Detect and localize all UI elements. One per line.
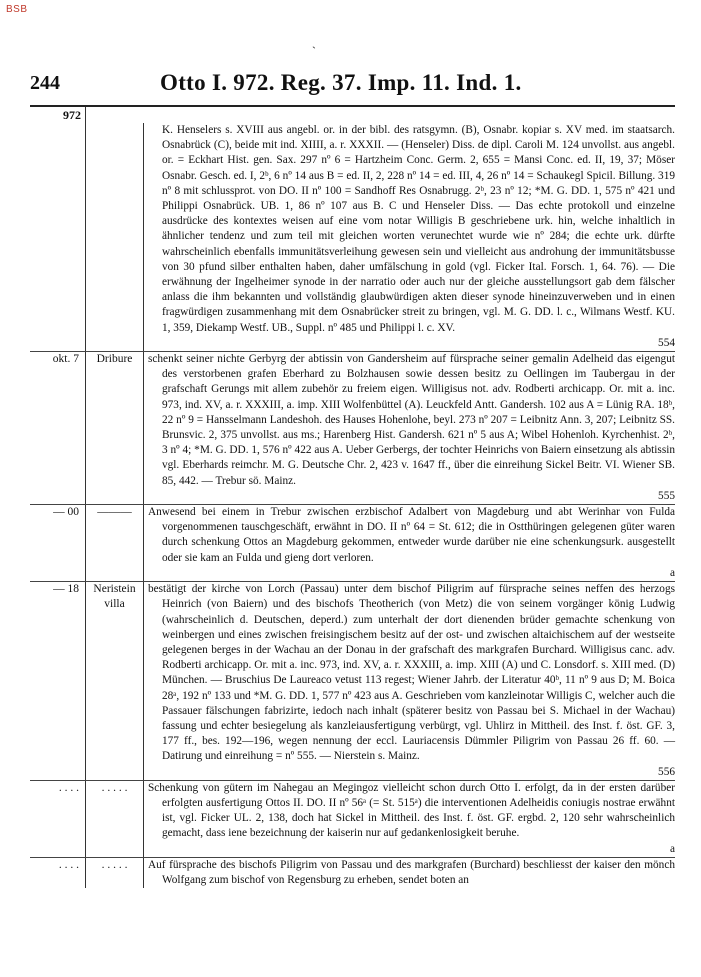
regesta-ledger <box>30 105 675 888</box>
entry-date: okt. 7 <box>30 352 86 504</box>
entry-body <box>144 123 675 351</box>
regest-entry <box>30 581 675 780</box>
entry-number: 556 <box>658 765 675 778</box>
entry-date: . . . . <box>30 781 86 857</box>
year-label: 972 <box>30 107 86 123</box>
entry-date: . . . . <box>30 858 86 888</box>
entry-body <box>144 505 675 581</box>
entry-date <box>30 123 86 351</box>
library-stamp: BSB <box>6 4 28 15</box>
entry-place <box>86 123 144 351</box>
entry-place: . . . . . <box>86 781 144 857</box>
entry-number: 555 <box>658 489 675 502</box>
entry-place: . . . . . <box>86 858 144 888</box>
entry-place: Dribure <box>86 352 144 504</box>
regest-entry <box>30 857 675 888</box>
entry-date: — 18 <box>30 582 86 780</box>
entry-text: bestätigt der kirche von Lorch (Passau) unter dem bischof Piligrim auf fürsprache seines neffen des herzogs Heinrich (von Baiern) und des bischofs Theotherich (von Metz) die von seinem vorgänger könig Ludwig (wahrscheinlich d. Deutschen, deperd.) zum unterhalt der dort dienenden brüder gemachte schenkung von weinbergen und eines zwischen freisingischem besitz auf der ost- und zwischen altaichischem auf der westseite gelegenen berges in der Wachau an der Donau in der grafschaft des markgrafen Burchard. Willigisus canc. adv. Rodberti archicapp. Or. mit a. inc. 973, ind. XV, a. r. XXXIII, a. imp. XIII (A) und C. Lonsdorf. s. XIII med. (D) München. — Bruschius De Laureaco vetust 113 regest; Wiener Jahrb. der Literatur 40ᵇ, 11 nº 9 aus D; M. Boica 28ᵃ, 192 nº 133 und *M. G. DD. 1, 577 nº 423 aus A. Geschrieben vom kanzleinotar Willigis C, welcher auch die Passauer fälschungen fabrizirte, iedoch nach inhalt (späterer besitz von Passau bei S. Michael in der Wachau) fassung und echter besiegelung als kanzleiausfertigung verbürgt, vgl. Uhlirz in Mittheil. des Inst. f. öst. GF. 3, 177 ff., bes. 192—196, wegen nennung der eccl. Lauriacensis Dümmler Piligrim von Passau 26 ff. 60. — Datirung und einreihung = nº 555. — Nierstein s. Mainz. <box>148 583 675 763</box>
regest-entry <box>30 351 675 504</box>
regest-entry <box>30 780 675 857</box>
entry-body <box>144 352 675 504</box>
entry-place: Neristein villa <box>86 582 144 780</box>
entry-text: Anwesend bei einem in Trebur zwischen erzbischof Adalbert von Magdeburg und abt Werinhar von Fulda vorgenommenen tauschgeschäft, erwähnt in DO. II nº 64 = St. 612; die in Ostthüringen gelegenen güter waren durch schenkung Ottos an Magdeburg gekommen, entweder wurde darüber nie eine schenkungsurk. ausgestellt oder sie kam an Fulda und gieng dort verloren. <box>148 506 675 564</box>
stray-mark: ` <box>312 44 316 58</box>
year-row <box>30 107 675 123</box>
entry-number: a <box>669 842 675 855</box>
regest-entry <box>30 123 675 351</box>
entry-text: Auf fürsprache des bischofs Piligrim von Passau und des markgrafen (Burchard) beschliesst der kaiser den mönch Wolfgang zum bischof von Regensburg zu erheben, sendet boten an <box>148 858 675 886</box>
entry-body <box>144 858 675 888</box>
entry-body <box>144 781 675 857</box>
page-number: 244 <box>30 72 60 94</box>
regest-entry <box>30 504 675 581</box>
entry-text: K. Henselers s. XVIII aus angebl. or. in der bibl. des ratsgymn. (B), Osnabr. kopiar s. XV med. im staatsarch. Osnabrück (C), beide mit ind. XIIII, a. r. XXXII. — (Henseler) Diss. de dipl. Caroli M. 124 unvollst. aus angebl. or. = Eckhart Hist. gen. Sax. 297 nº 6 = Hartzheim Conc. Germ. 2, 655 = Mansi Conc. ed. II, 19, 37; Möser Osnabr. Gesch. ed. I, 2ᵇ, 6 nº 14 aus B = ed. II, 2, 228 nº 14 = ed. III, 4, 26 nº 14 = Schaukegl Spicil. Billung. 319 nº 8 mit schlussprot. von DO. II nº 100 = Sandhoff Res Osnabrugg. 2ᵇ, 23 nº 12; *M. G. DD. 1, 575 nº 421 und Philippi Osnabrück. UB. 1, 86 nº 107 aus B. C und Henseler Diss. — Das echte protokoll und einzelne ausdrücke des kontextes weisen auf eine vom notar Willigis B geschriebene urk. hin, welche inhaltlich in ähnlicher tendenz und zum teil mit gleichen worten verunechtet wurde wie nº 284; die echte urk. dürfte wahrscheinlich ebenfalls immunitätsverleihung gewesen sein und vielleicht aus androhung der immunitätsbusse von 30 pfund silber enthalten haben, daher umfälschung in gold (vgl. Ficker Ital. Forsch. 1, 64. 76). — Die erwähnung der Ingelheimer synode in der narratio oder auch nur der gleiche ausstellungsort gab dem fälscher anlass die ihm bekannten und vollständig glaubwürdigen akten dieser synode hineinzuverweben und in einen fragwürdigen zusammenhang mit dem Osnabrücker streit zu bringen, vgl. M. G. DD. l. c., Wilmans Westf. KU. 1, 359, Diekamp Westf. UB., Suppl. nº 485 und Philippi l. c. XV. <box>162 124 675 334</box>
entry-number: 554 <box>658 336 675 349</box>
page-header <box>30 70 671 100</box>
entry-date: — 00 <box>30 505 86 581</box>
entry-number: a <box>669 566 675 579</box>
entry-text: Schenkung von gütern im Nahegau an Megingoz vielleicht schon durch Otto I. erfolgt, da in der ersten darüber erfolgten ausfertigung Ottos II. DO. II nº 56ᵃ (= St. 515ᵃ) die interventionen Adelheidis coniugis nostrae erwähnt ist, vgl. Ficker UL. 2, 138, doch hat Sickel in Mittheil. des Inst. f. öst. GF. ergbd. 2, 120 sehr wahrscheinlich gemacht, dass iene bezeichnung der kaiserin nur auf gedankenlosigkeit beruhe. <box>148 781 675 840</box>
entry-text: schenkt seiner nichte Gerbyrg der abtissin von Gandersheim auf fürsprache seiner gemalin Adelheid das eigengut des verstorbenen grafen Eberhard zu Bolzhausen sowie dessen besitz zu Oellingen im Taubergau in der grafschaft Gerungs mit allem zubehör zu freiem eigen. Willigisus not. adv. Rodberti archicapp. Or. mit a. inc. 973, ind. XV, a. r. XXXIII, a. imp. XIII Wolfenbüttel (A). Leuckfeld Antt. Gandersh. 102 aus A = Lünig RA. 18ᵇ, 22 nº 9 = Hansselmann Landeshoh. des Hauses Hohenlohe, beyl. 273 nº 207 = Leibnitz Ann. 3, 207; Leibnitz SS. Brunsvic. 2, 375 unvollst. aus ms.; Harenberg Hist. Gandersh. 621 nº 5 aus A; Wibel Hohenloh. Kyrchenhist. 2ᵇ, 3 nº 4; *M. G. DD. 1, 576 nº 422 aus A. Ueber Gerbergs, der tochter Heinrichs von Baiern einsetzung als abtissin vgl. Eberhards reimchr. M. G. Deutsche Chr. 2, 423 v. 1647 ff., über die einreihung Sickel Beitr. VI. Wiener SB. 85, 442. — Trebur sö. Mainz. <box>148 353 675 487</box>
entry-body <box>144 582 675 780</box>
running-title: Otto I. 972. Reg. 37. Imp. 11. Ind. 1. <box>160 70 522 95</box>
entry-place: ——— <box>86 505 144 581</box>
